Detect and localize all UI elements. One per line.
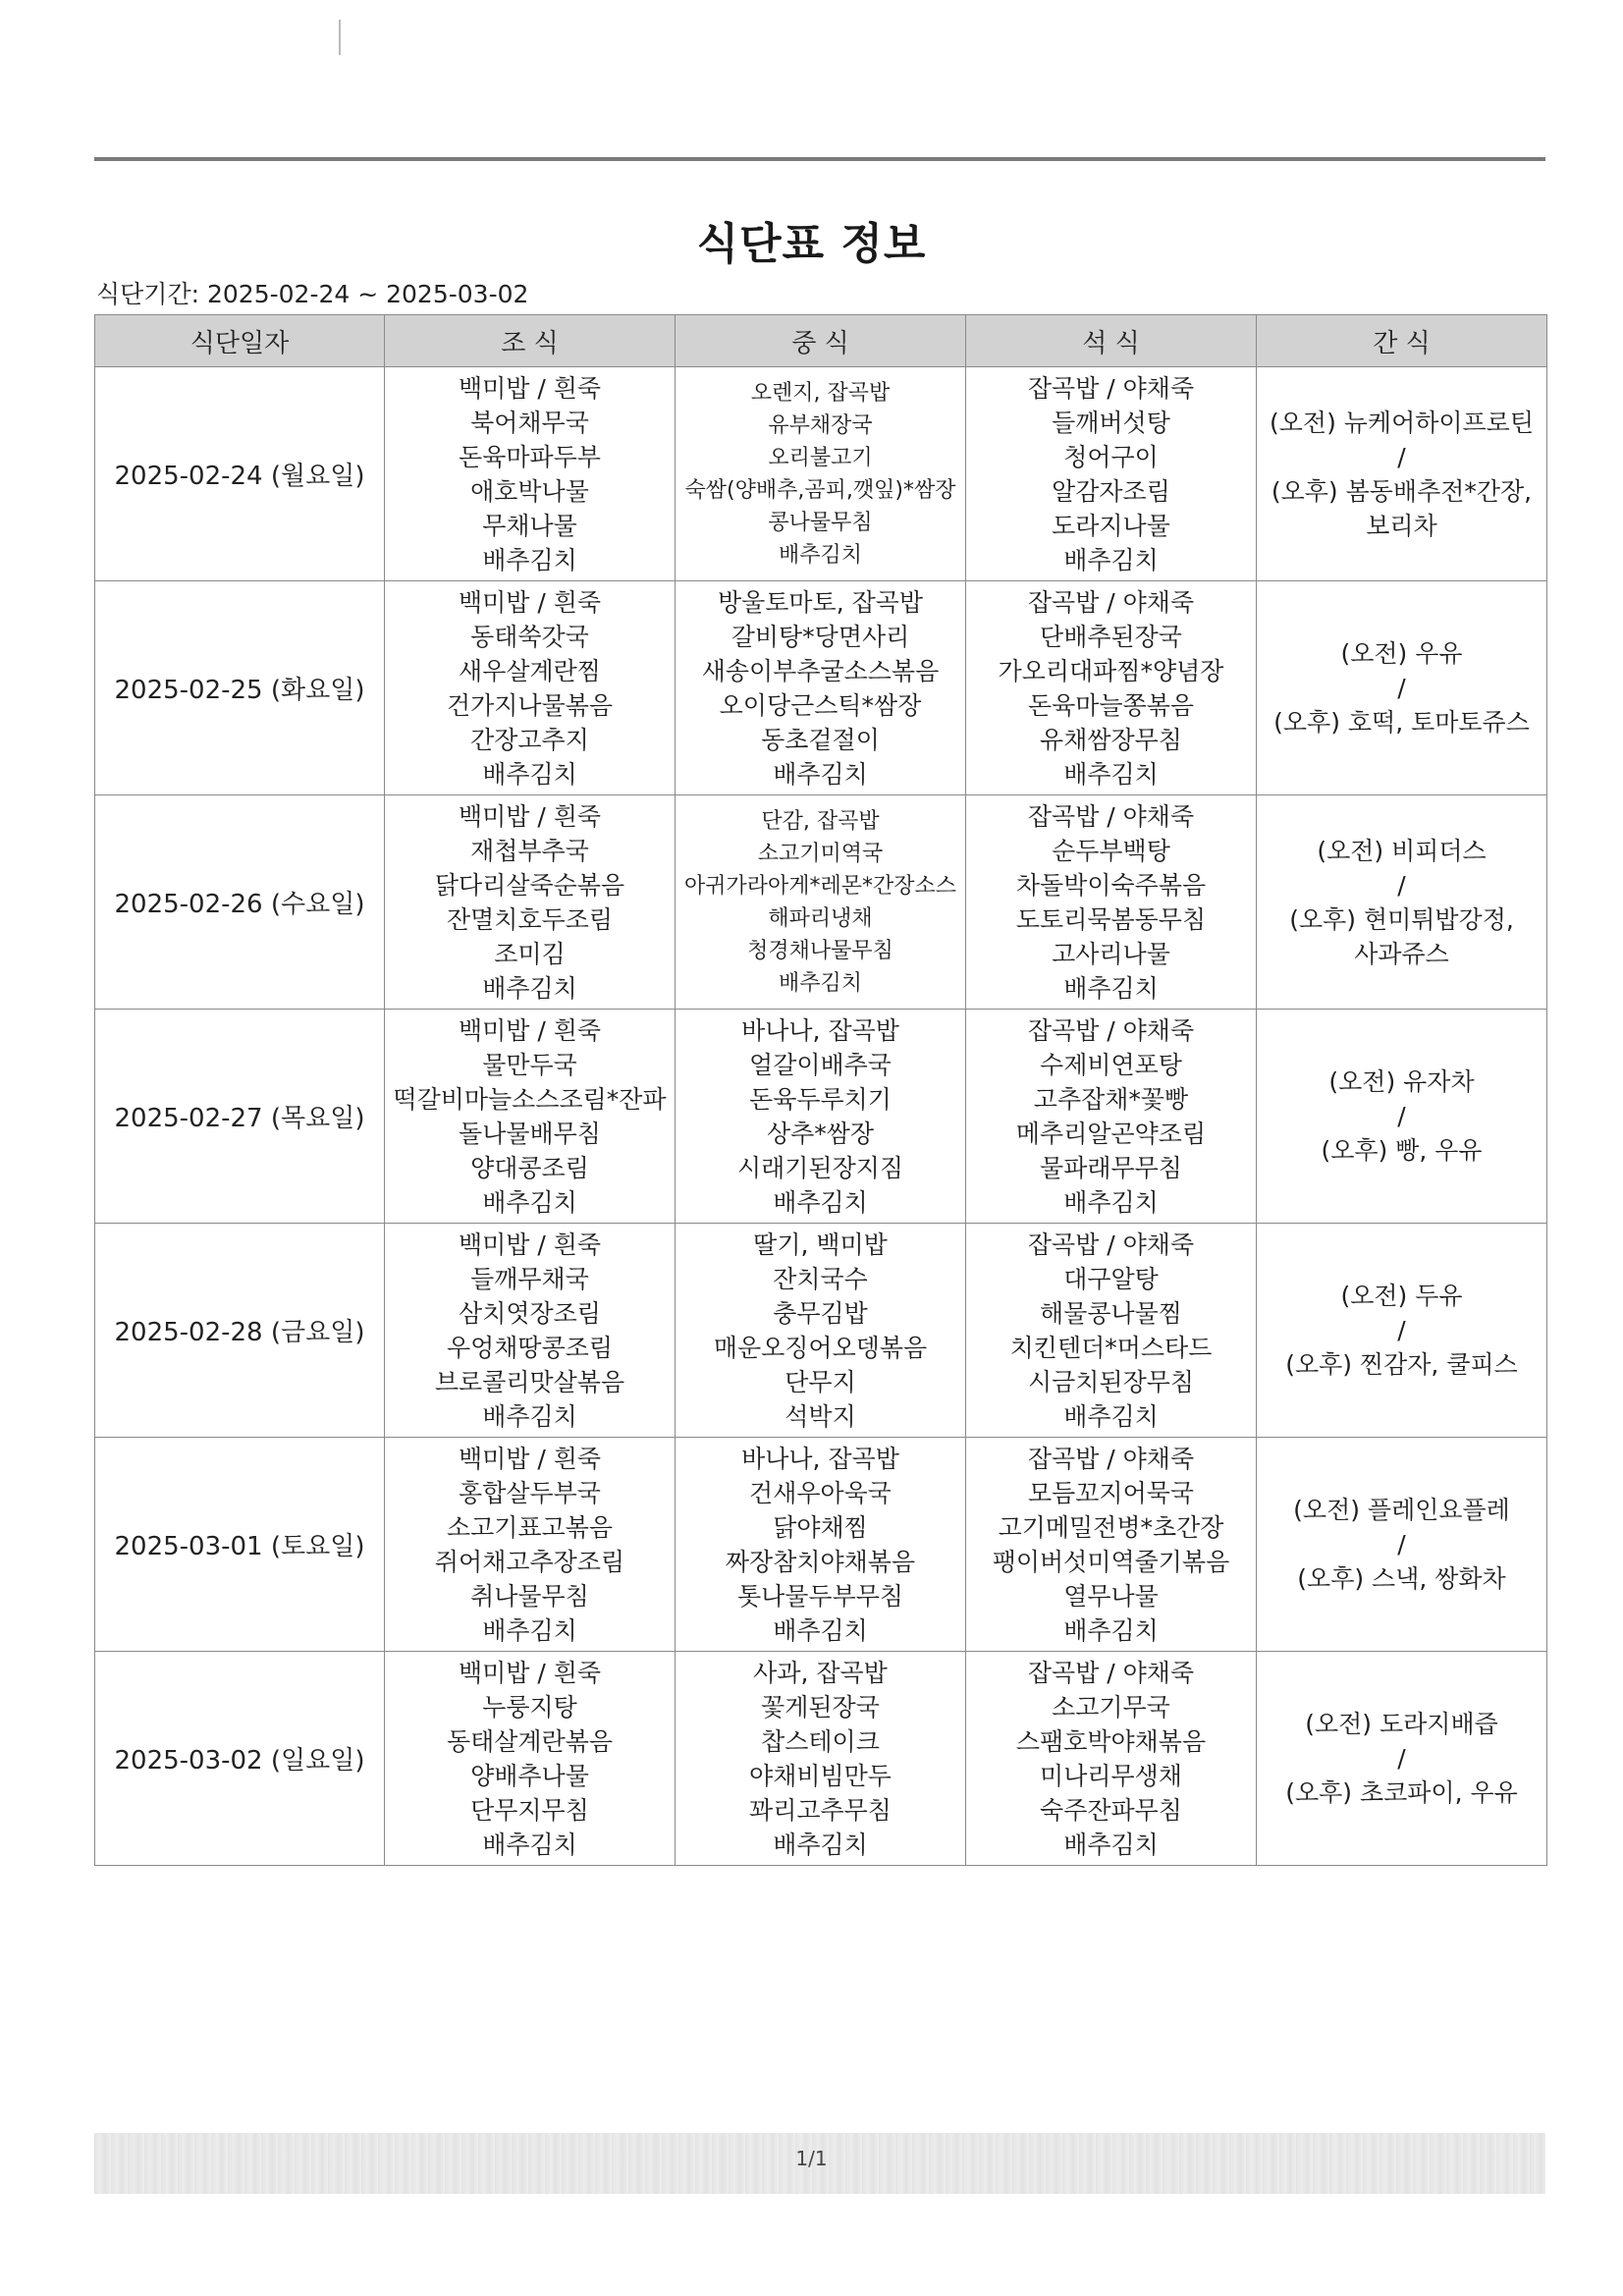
snack-pm: (오후) 찐감자, 쿨피스 — [1285, 1350, 1518, 1379]
menu-item: 건새우아욱국 — [749, 1478, 892, 1507]
menu-item: 애호박나물 — [470, 476, 589, 506]
menu-item: 오리불고기 — [768, 445, 873, 470]
lunch-cell — [676, 1652, 966, 1866]
menu-item: 야채비빔만두 — [749, 1761, 892, 1790]
menu-item: 도토리묵봄동무침 — [1015, 904, 1207, 934]
snack-am: (오전) 플레인요플레 — [1293, 1496, 1510, 1524]
dinner-cell — [966, 1010, 1257, 1224]
menu-item: 순두부백탕 — [1052, 836, 1170, 865]
menu-item: 배추김치 — [482, 1830, 577, 1859]
menu-item: 돈육마늘쫑볶음 — [1027, 690, 1195, 720]
menu-item: 간장고추지 — [470, 725, 589, 754]
snack-am: (오전) 두유 — [1340, 1282, 1463, 1310]
meal-date: 2025-03-01 (토요일) — [95, 1438, 385, 1652]
table-row — [95, 1224, 1547, 1438]
snack-sep: / — [1397, 870, 1406, 900]
table-row — [95, 795, 1547, 1010]
menu-item: 꽃게된장국 — [761, 1692, 880, 1722]
lunch-cell — [676, 581, 966, 795]
menu-item: 백미밥 / 흰죽 — [458, 1658, 602, 1687]
header-date: 식단일자 — [95, 315, 385, 367]
menu-item: 아귀가라아게*레몬*간장소스 — [683, 873, 957, 899]
menu-item: 배추김치 — [482, 1401, 577, 1431]
menu-item: 유부채장국 — [768, 412, 873, 438]
menu-item: 들깨무채국 — [470, 1264, 589, 1293]
breakfast-list — [385, 585, 675, 792]
meal-date: 2025-02-27 (목요일) — [95, 1010, 385, 1224]
menu-item: 배추김치 — [778, 970, 862, 996]
lunch-cell — [676, 1438, 966, 1652]
menu-item: 오렌지, 잡곡밥 — [750, 380, 891, 406]
snack-pm: (오후) 봄동배추전*간장, — [1271, 476, 1533, 506]
menu-item: 꽈리고추무침 — [749, 1795, 892, 1825]
menu-item: 잔치국수 — [773, 1264, 868, 1293]
menu-item: 닭다리살죽순볶음 — [434, 870, 625, 900]
menu-item: 충무김밥 — [773, 1298, 868, 1328]
meal-date: 2025-02-28 (금요일) — [95, 1224, 385, 1438]
menu-item: 톳나물두부무침 — [736, 1581, 904, 1611]
snack-cell — [1257, 1438, 1547, 1652]
lunch-cell — [676, 795, 966, 1010]
lunch-list — [676, 1442, 965, 1648]
snack-pm: (오후) 호떡, 토마토쥬스 — [1273, 708, 1530, 737]
menu-item: 잡곡밥 / 야채죽 — [1027, 1658, 1195, 1687]
scan-mark — [339, 20, 341, 55]
snack-pm: (오후) 초코파이, 우유 — [1285, 1778, 1518, 1807]
menu-item: 바나나, 잡곡밥 — [741, 1444, 899, 1473]
snack-pm: (오후) 스낵, 쌍화차 — [1297, 1564, 1506, 1593]
menu-item: 건가지나물볶음 — [446, 690, 614, 720]
menu-item: 잡곡밥 / 야채죽 — [1027, 801, 1195, 831]
menu-item: 배추김치 — [482, 1187, 577, 1217]
lunch-list — [676, 1228, 965, 1434]
snack-pm: (오후) 빵, 우유 — [1321, 1136, 1483, 1165]
dinner-list — [966, 1442, 1256, 1648]
menu-item: 매운오징어오뎅볶음 — [713, 1333, 928, 1362]
header-breakfast: 조 식 — [385, 315, 676, 367]
breakfast-list — [385, 799, 675, 1006]
menu-item: 닭야채찜 — [773, 1512, 868, 1542]
snack-cell — [1257, 367, 1547, 581]
breakfast-cell — [385, 1438, 676, 1652]
menu-item: 배추김치 — [1063, 545, 1159, 574]
menu-item: 백미밥 / 흰죽 — [458, 801, 602, 831]
menu-item: 동초겉절이 — [761, 725, 880, 754]
table-header-row — [95, 315, 1547, 367]
menu-item: 딸기, 백미밥 — [753, 1230, 888, 1259]
menu-item: 배추김치 — [482, 759, 577, 789]
menu-item: 홍합살두부국 — [459, 1478, 601, 1507]
menu-item: 백미밥 / 흰죽 — [458, 1015, 602, 1045]
menu-item: 재첩부추국 — [470, 836, 589, 865]
menu-item: 해물콩나물찜 — [1040, 1298, 1182, 1328]
menu-item: 콩나물무침 — [768, 510, 873, 535]
menu-item: 시래기된장지짐 — [736, 1153, 904, 1182]
dinner-cell — [966, 1652, 1257, 1866]
menu-item: 짜장참치야채볶음 — [725, 1547, 916, 1576]
dinner-cell — [966, 367, 1257, 581]
breakfast-list — [385, 1228, 675, 1434]
menu-item: 메추리알곤약조림 — [1015, 1119, 1207, 1148]
menu-item: 배추김치 — [773, 1830, 868, 1859]
menu-item: 배추김치 — [482, 973, 577, 1003]
menu-item: 취나물무침 — [470, 1581, 589, 1611]
menu-item: 배추김치 — [1063, 1830, 1159, 1859]
dinner-cell — [966, 795, 1257, 1010]
header-dinner: 석 식 — [966, 315, 1257, 367]
menu-item: 고기메밀전병*초간장 — [998, 1512, 1224, 1542]
snack-am: (오전) 우유 — [1340, 639, 1463, 668]
menu-item: 갈비탕*당면사리 — [730, 622, 910, 651]
dinner-list — [966, 585, 1256, 792]
lunch-list — [676, 585, 965, 792]
lunch-list — [676, 1013, 965, 1220]
menu-item: 백미밥 / 흰죽 — [458, 373, 602, 403]
menu-item: 유채쌈장무침 — [1040, 725, 1182, 754]
header-rule — [94, 157, 1545, 161]
menu-item: 배추김치 — [1063, 1401, 1159, 1431]
menu-item: 배추김치 — [773, 1187, 868, 1217]
menu-item: 상추*쌈장 — [766, 1119, 875, 1148]
menu-item: 조미김 — [494, 939, 566, 968]
table-row — [95, 367, 1547, 581]
menu-item: 청경채나물무침 — [747, 938, 893, 963]
menu-item: 수제비연포탕 — [1040, 1050, 1182, 1079]
snack-cell — [1257, 1652, 1547, 1866]
snack-pm2: 보리차 — [1366, 511, 1437, 540]
lunch-list — [676, 805, 965, 1000]
menu-item: 백미밥 / 흰죽 — [458, 1230, 602, 1259]
menu-item: 시금치된장무침 — [1027, 1367, 1195, 1396]
menu-item: 알감자조림 — [1052, 476, 1170, 506]
meal-period — [96, 275, 528, 310]
snack-sep: / — [1397, 1102, 1406, 1130]
menu-item: 도라지나물 — [1052, 511, 1170, 540]
meal-date: 2025-02-24 (월요일) — [95, 367, 385, 581]
menu-item: 새우살계란찜 — [459, 656, 601, 685]
breakfast-list — [385, 1013, 675, 1220]
menu-item: 쥐어채고추장조림 — [434, 1547, 625, 1576]
lunch-list — [676, 1656, 965, 1862]
menu-item: 단무지무침 — [470, 1795, 589, 1825]
menu-item: 차돌박이숙주볶음 — [1015, 870, 1207, 900]
menu-item: 양배추나물 — [470, 1761, 589, 1790]
meal-date: 2025-03-02 (일요일) — [95, 1652, 385, 1866]
menu-item: 사과, 잡곡밥 — [753, 1658, 888, 1687]
menu-item: 잡곡밥 / 야채죽 — [1027, 1015, 1195, 1045]
menu-item: 물만두국 — [482, 1050, 577, 1079]
menu-item: 떡갈비마늘소스조림*잔파 — [393, 1084, 667, 1114]
table-row — [95, 1652, 1547, 1866]
meal-date: 2025-02-25 (화요일) — [95, 581, 385, 795]
dinner-list — [966, 371, 1256, 577]
menu-item: 찹스테이크 — [761, 1726, 880, 1756]
menu-item: 배추김치 — [1063, 1615, 1159, 1645]
menu-item: 스팸호박야채볶음 — [1015, 1726, 1207, 1756]
breakfast-cell — [385, 1224, 676, 1438]
menu-item: 미나리무생채 — [1040, 1761, 1182, 1790]
dinner-cell — [966, 581, 1257, 795]
menu-item: 백미밥 / 흰죽 — [458, 1444, 602, 1473]
menu-item: 고사리나물 — [1052, 939, 1170, 968]
breakfast-cell — [385, 367, 676, 581]
snack-sep: / — [1397, 1744, 1406, 1773]
dinner-cell — [966, 1438, 1257, 1652]
menu-item: 오이당근스틱*쌈장 — [719, 690, 922, 720]
snack-sep: / — [1397, 674, 1406, 702]
breakfast-cell — [385, 1652, 676, 1866]
snack-am: (오전) 뉴케어하이프로틴 — [1270, 408, 1534, 437]
menu-item: 청어구이 — [1063, 442, 1159, 471]
snack-am: (오전) 비피더스 — [1317, 836, 1487, 865]
menu-item: 모듬꼬지어묵국 — [1027, 1478, 1195, 1507]
breakfast-list — [385, 1442, 675, 1648]
table-row — [95, 581, 1547, 795]
menu-item: 잔멸치호두조림 — [446, 904, 614, 934]
menu-item: 무채나물 — [482, 511, 577, 540]
menu-item: 양대콩조림 — [470, 1153, 589, 1182]
breakfast-cell — [385, 795, 676, 1010]
menu-item: 동태살계란볶음 — [446, 1726, 614, 1756]
menu-item: 백미밥 / 흰죽 — [458, 587, 602, 617]
lunch-cell — [676, 367, 966, 581]
menu-item: 배추김치 — [778, 542, 862, 568]
menu-item: 새송이부추굴소스볶음 — [701, 656, 940, 685]
header-lunch: 중 식 — [676, 315, 966, 367]
menu-item: 고추잡채*꽃빵 — [1033, 1084, 1189, 1114]
menu-item: 단배추된장국 — [1040, 622, 1182, 651]
menu-item: 팽이버섯미역줄기볶음 — [992, 1547, 1230, 1576]
menu-item: 바나나, 잡곡밥 — [741, 1015, 899, 1045]
meal-period-value: 2025-02-24 ~ 2025-03-02 — [206, 280, 529, 308]
snack-am: (오전) 유자차 — [1328, 1067, 1475, 1096]
menu-item: 숙쌈(양배추,곰피,깻잎)*쌈장 — [684, 477, 956, 503]
menu-item: 누룽지탕 — [482, 1692, 577, 1722]
menu-item: 잡곡밥 / 야채죽 — [1027, 587, 1195, 617]
breakfast-cell — [385, 1010, 676, 1224]
menu-item: 동태쑥갓국 — [470, 622, 589, 651]
menu-item: 삼치엿장조림 — [459, 1298, 601, 1328]
lunch-list — [676, 377, 965, 572]
menu-item: 소고기무국 — [1052, 1692, 1170, 1722]
menu-item: 가오리대파찜*양념장 — [998, 656, 1224, 685]
dinner-list — [966, 1656, 1256, 1862]
menu-item: 잡곡밥 / 야채죽 — [1027, 1444, 1195, 1473]
snack-sep: / — [1397, 1316, 1406, 1344]
table-row — [95, 1010, 1547, 1224]
menu-item: 물파래무무침 — [1040, 1153, 1182, 1182]
header-snack: 간 식 — [1257, 315, 1547, 367]
snack-pm: (오후) 현미튀밥강정, — [1289, 904, 1514, 934]
meal-period-label: 식단기간: — [96, 280, 200, 308]
menu-item: 배추김치 — [773, 759, 868, 789]
dinner-cell — [966, 1224, 1257, 1438]
snack-pm2: 사과쥬스 — [1354, 939, 1449, 968]
menu-item: 브로콜리맛살볶음 — [434, 1367, 625, 1396]
snack-cell — [1257, 1224, 1547, 1438]
menu-item: 석박지 — [784, 1401, 856, 1431]
snack-cell — [1257, 795, 1547, 1010]
page-number: 1/1 — [795, 2147, 828, 2170]
dinner-list — [966, 1228, 1256, 1434]
menu-item: 대구알탕 — [1063, 1264, 1159, 1293]
lunch-cell — [676, 1010, 966, 1224]
breakfast-list — [385, 1656, 675, 1862]
menu-item: 우엉채땅콩조림 — [446, 1333, 614, 1362]
menu-item: 배추김치 — [1063, 759, 1159, 789]
menu-item: 방울토마토, 잡곡밥 — [717, 587, 924, 617]
menu-item: 돈육두루치기 — [749, 1084, 892, 1114]
menu-item: 배추김치 — [773, 1615, 868, 1645]
menu-item: 숙주잔파무침 — [1040, 1795, 1182, 1825]
meal-table — [94, 314, 1547, 1866]
menu-item: 북어채무국 — [470, 408, 589, 437]
breakfast-list — [385, 371, 675, 577]
menu-item: 단무지 — [784, 1367, 856, 1396]
menu-item: 치킨텐더*머스타드 — [1009, 1333, 1213, 1362]
menu-item: 배추김치 — [1063, 1187, 1159, 1217]
breakfast-cell — [385, 581, 676, 795]
menu-item: 배추김치 — [482, 545, 577, 574]
snack-sep: / — [1397, 442, 1406, 471]
menu-item: 단감, 잡곡밥 — [761, 808, 880, 834]
dinner-list — [966, 799, 1256, 1006]
menu-item: 소고기미역국 — [757, 841, 884, 866]
menu-item: 돈육마파두부 — [459, 442, 601, 471]
menu-item: 배추김치 — [482, 1615, 577, 1645]
snack-cell — [1257, 581, 1547, 795]
meal-date: 2025-02-26 (수요일) — [95, 795, 385, 1010]
menu-item: 해파리냉채 — [768, 905, 873, 931]
dinner-list — [966, 1013, 1256, 1220]
menu-item: 돌나물배무침 — [459, 1119, 601, 1148]
table-row — [95, 1438, 1547, 1652]
lunch-cell — [676, 1224, 966, 1438]
menu-item: 잡곡밥 / 야채죽 — [1027, 1230, 1195, 1259]
menu-item: 배추김치 — [1063, 973, 1159, 1003]
menu-item: 얼갈이배추국 — [749, 1050, 892, 1079]
menu-item: 들깨버섯탕 — [1052, 408, 1170, 437]
menu-item: 잡곡밥 / 야채죽 — [1027, 373, 1195, 403]
menu-item: 열무나물 — [1063, 1581, 1159, 1611]
snack-am: (오전) 도라지배즙 — [1305, 1710, 1498, 1738]
snack-cell — [1257, 1010, 1547, 1224]
menu-item: 소고기표고볶음 — [446, 1512, 614, 1542]
snack-sep: / — [1397, 1530, 1406, 1558]
page-title: 식단표 정보 — [696, 219, 927, 269]
